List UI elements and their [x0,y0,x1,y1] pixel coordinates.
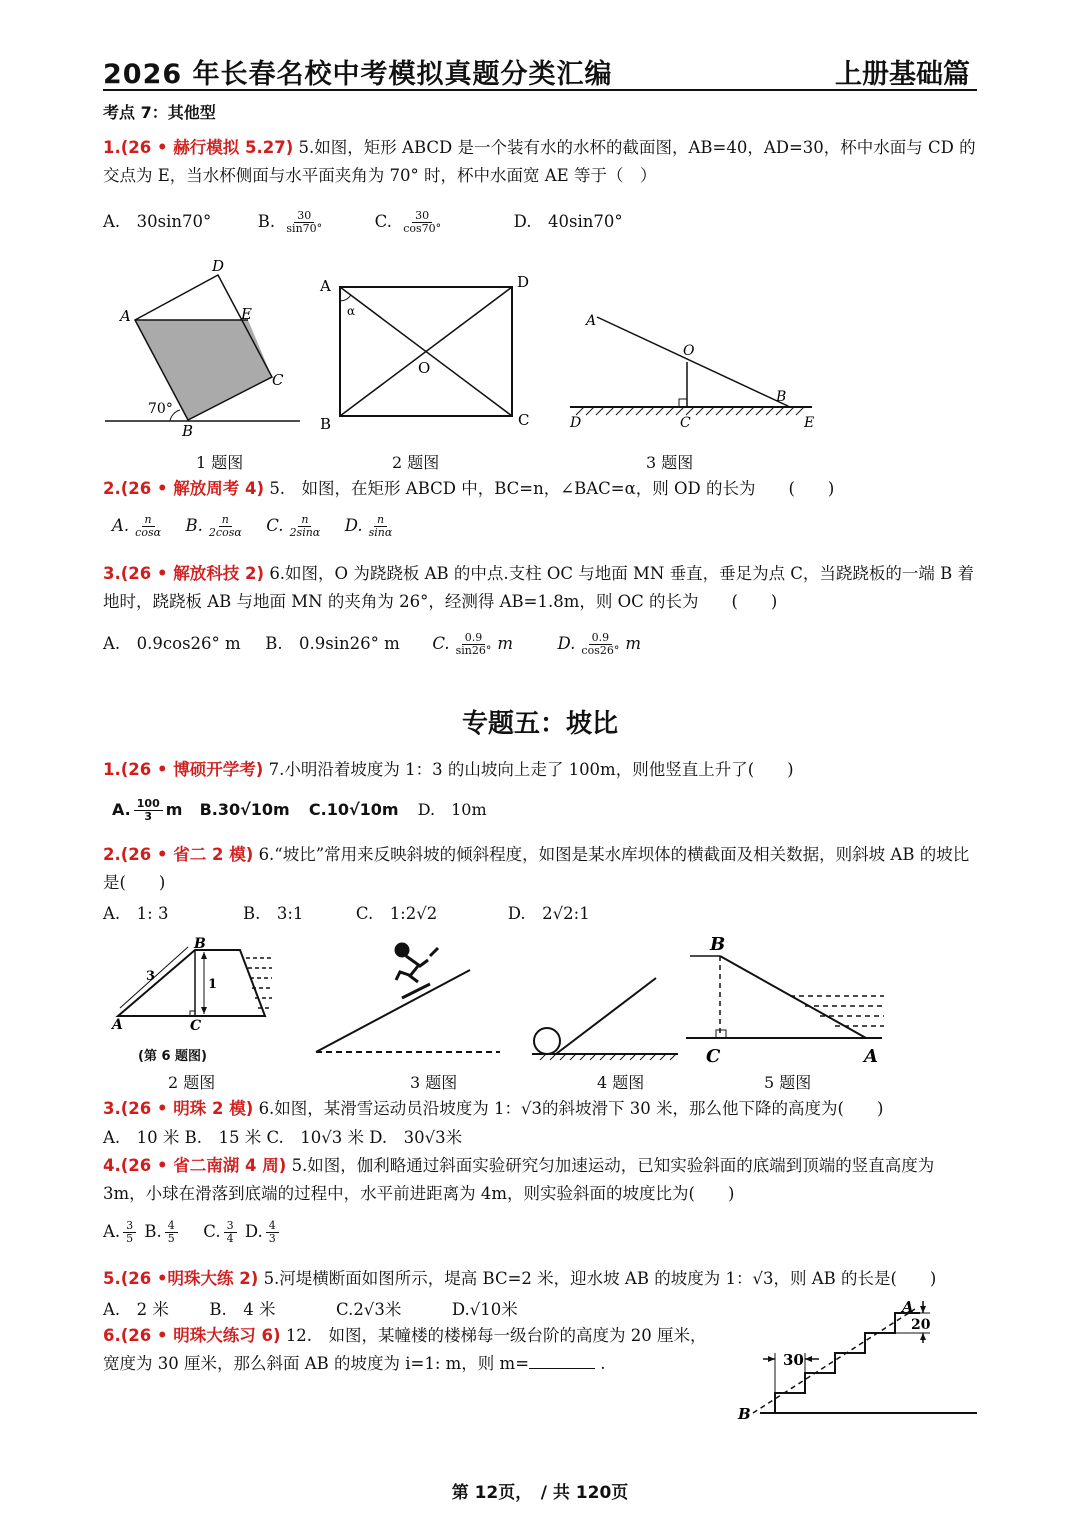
option-a-label: A. [112,800,131,819]
question-source: 5.(26 •明珠大练 2) [103,1269,259,1288]
caption-fig-6: (第 6 题图) [138,1049,207,1064]
figure-incline-ball [532,978,678,1060]
option-c-label: C. [432,634,450,653]
question-text: 6.如图，O 为跷跷板 AB 的中点.支柱 OC 与地面 MN 垂直，垂足为点 C，当跷跷板的一端 B 着地时，跷跷板 AB 与地面 MN 的夹角为 26°，经测得 AB=1.8m，则 OC 的长为 ( ) [103,564,975,611]
option-a: A. 2 米 [103,1300,169,1319]
ball-icon [534,1028,560,1054]
figure-embankment [686,934,884,1067]
option-c-fraction: $\frac{0.9}{\sin 26^\circ}$ [455,631,492,657]
figure-2-rectangle [319,273,529,433]
question-source: 6.(26 • 明珠大练习 6) [103,1326,281,1345]
label-C: C [680,415,691,431]
q2-4-options [103,1220,282,1245]
label-B: B [776,389,787,405]
question-2-1 [103,756,979,784]
figure-skier-slope [316,944,500,1052]
figure-stairs [735,1295,985,1430]
option-c-unit: m [497,634,514,653]
option-c: C. 1:2√2 [355,904,438,923]
option-c-label: C. [203,1222,221,1241]
option-d-fraction: $\frac{4}{3}$ [266,1220,279,1245]
option-c: C.10√10m [308,800,399,819]
option-b-fraction: $\frac{30}{\sin 70^\circ}$ [286,209,323,235]
label-A: A [864,1046,878,1067]
page-footer: 第 12页， / 共 120页 [451,1483,629,1503]
option-a-fraction: $\frac{100}{3}$ [134,798,163,823]
option-c-fraction: $\frac{n}{2\sin\alpha}$ [289,513,321,539]
section-title: 专题五：坡比 [461,709,618,739]
option-a: A. 30sin70° [103,212,212,231]
label-B: B [182,422,194,440]
question-2-6 [103,1322,723,1378]
question-source: 3.(26 • 解放科技 2) [103,564,265,583]
question-tail: . [600,1354,606,1373]
q1-2-options [112,514,398,539]
figure-1-tilted-cup [105,257,300,440]
option-a-fraction: $\frac{3}{5}$ [123,1220,136,1245]
label-D: D [212,257,225,275]
label-B: B [710,934,726,955]
option-b: B.30√10m [199,800,290,819]
question-source: 3.(26 • 明珠 2 模) [103,1099,254,1118]
label-E: E [241,305,252,323]
label-width: 30 [783,1351,804,1369]
option-d-label: D. [557,634,576,653]
label-B: B [320,415,332,433]
option-d-fraction: $\frac{n}{\sin\alpha}$ [368,513,393,539]
option-b: B. 4 米 [209,1300,276,1319]
label-A: A [320,277,331,295]
option-a: A. 1: 3 [103,904,169,923]
option-d-fraction: $\frac{0.9}{\cos 26^\circ}$ [581,631,620,657]
option-a-fraction: $\frac{n}{\cos\alpha}$ [135,513,162,539]
label-height: 20 [911,1317,931,1333]
page-header-volume: 上册基础篇 [835,59,970,90]
question-1-2 [103,475,979,503]
label-B: B [194,936,206,952]
caption-2: 2 题图 [168,1073,216,1092]
answer-blank[interactable] [529,1368,595,1369]
label-O: O [418,359,431,377]
caption-4: 4 题图 [597,1073,645,1092]
q1-1-options [103,208,623,235]
label-A: A [112,1017,123,1033]
q2-2-options [103,900,590,924]
option-b-fraction: $\frac{n}{2\cos\alpha}$ [208,513,242,539]
option-c-fraction: $\frac{30}{\cos 70^\circ}$ [403,209,442,235]
question-text: 7.小明沿着坡度为 1：3 的山坡向上走了 100m，则他竖直上升了( ) [268,760,794,779]
label-A: A [120,307,131,325]
label-length: 3 [146,969,156,984]
option-d-label: D. [244,1222,263,1241]
label-A: A [902,1298,914,1316]
option-b-fraction: $\frac{4}{5}$ [165,1220,178,1245]
label-alpha: α [347,304,356,318]
option-b-label: B. [185,516,203,535]
question-text: 5.河堤横断面如图所示，堤高 BC=2 米，迎水坡 AB 的坡度为 1：√3，则 AB 的长是( ) [263,1269,937,1288]
label-C: C [518,411,530,429]
option-b-label: B. [257,212,276,231]
option-a: A. 0.9cos26° m [103,634,241,653]
question-text: 6.如图，某滑雪运动员沿坡度为 1：√3的斜坡滑下 30 米，那么他下降的高度为( ) [258,1099,884,1118]
label-A: A [586,313,597,329]
caption-fig-1: 1 题图 [196,453,244,472]
kaodian-heading: 考点 7：其他型 [103,103,216,122]
label-angle: 70° [148,401,173,417]
label-O: O [683,343,695,359]
figure-dam-cross-section [110,936,272,1034]
option-d-label: D. [344,516,363,535]
question-text: 6.“坡比”常用来反映斜坡的倾斜程度，如图是某水库坝体的横截面及相关数据，则斜坡 AB 的坡比是( ) [103,845,970,892]
option-b: B. 0.9sin26° m [265,634,400,653]
option-d: D.√10米 [451,1300,518,1319]
label-B: B [738,1405,751,1423]
question-source: 1.(26 • 博硕开学考) [103,760,264,779]
question-text: 5.如图，矩形 ABCD 是一个装有水的水杯的截面图，AB=40，AD=30，杯中水面与 CD 的交点为 E，当水杯侧面与水平面夹角为 70° 时，杯中水面宽 AE 等于（ ） [103,138,976,185]
question-2-2 [103,841,979,897]
label-height: 1 [208,977,218,992]
question-source: 2.(26 • 解放周考 4) [103,479,265,498]
option-d-unit: m [625,634,641,653]
page-header-title: 2026 年长春名校中考模拟真题分类汇编 [103,59,613,90]
label-C: C [706,1046,721,1067]
option-a-unit: m [165,800,183,819]
option-b: B. 3:1 [242,904,304,923]
caption-5: 5 题图 [764,1073,812,1092]
question-1-1 [103,134,979,190]
q2-3-options: A. 10 米 B. 15 米 C. 10√3 米 D. 30√3米 [103,1128,463,1147]
option-d: D. 2√2:1 [507,904,590,923]
option-c-label: C. [266,516,284,535]
option-a-label: A. [103,1222,121,1241]
question-2-3 [103,1095,979,1123]
question-text: 5.如图，伽利略通过斜面实验研究匀加速运动，已知实验斜面的底端到顶端的竖直高度为 3m，小球在滑落到底端的过程中，水平前进距离为 4m，则实验斜面的坡度比为( ) [103,1156,935,1203]
option-c-label: C. [374,212,392,231]
caption-3: 3 题图 [410,1073,458,1092]
label-E: E [804,415,815,431]
question-2-4 [103,1152,979,1208]
question-2-5 [103,1265,979,1293]
question-source: 2.(26 • 省二 2 模) [103,845,254,864]
q2-5-options [103,1296,518,1320]
q2-1-options [112,797,487,823]
q1-3-options [103,630,641,657]
option-c: C.2√3米 [336,1300,402,1319]
question-text: 5. 如图，在矩形 ABCD 中，BC=n，∠BAC=α，则 OD 的长为 ( ) [269,479,835,498]
option-b-label: B. [144,1222,162,1241]
label-C: C [190,1018,202,1034]
option-d: D. 10m [417,800,487,819]
question-source: 1.(26 • 赫行模拟 5.27) [103,138,294,157]
figure-3-seesaw [569,313,814,431]
header-divider [103,89,977,91]
question-text: 12. 如图，某幢楼的楼梯每一级台阶的高度为 20 厘米，宽度为 30 厘米，那么斜面 AB 的坡度为 i=1: m，则 m= [103,1326,707,1373]
question-source: 4.(26 • 省二南湖 4 周) [103,1156,287,1175]
label-D: D [570,415,582,431]
figures-row-2 [100,930,980,1070]
question-1-3 [103,560,979,616]
label-C: C [272,371,284,389]
option-a-label: A. [112,516,130,535]
caption-fig-3: 3 题图 [646,453,694,472]
label-D: D [517,273,530,291]
caption-fig-2: 2 题图 [392,453,440,472]
option-c-fraction: $\frac{3}{4}$ [224,1220,237,1245]
option-d: D. 40sin70° [513,212,623,231]
figures-row-1 [100,255,980,475]
